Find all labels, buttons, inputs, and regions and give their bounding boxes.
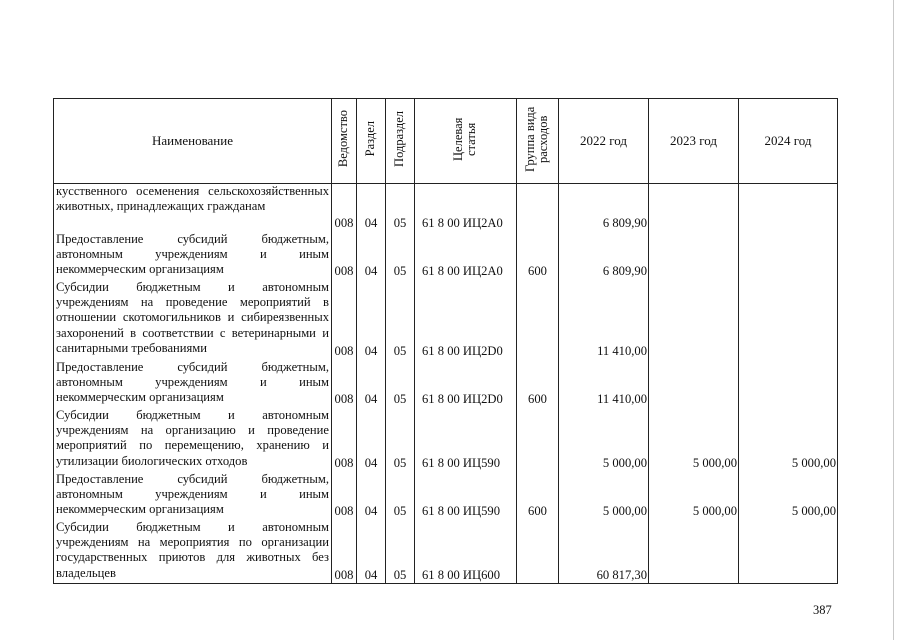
header-name: Наименование	[54, 99, 332, 184]
cell-2023	[649, 520, 739, 584]
header-group: Группа вида расходов	[517, 99, 559, 184]
cell-dept: 008	[332, 472, 357, 520]
header-2022: 2022 год	[559, 99, 649, 184]
cell-group	[517, 520, 559, 584]
table-header-row	[54, 99, 838, 184]
cell-target: 61 8 00 ИЦ2D0	[415, 280, 517, 360]
cell-2022: 6 809,90	[559, 232, 649, 280]
cell-subsection: 05	[386, 232, 415, 280]
cell-2023: 5 000,00	[649, 408, 739, 472]
table-row	[54, 184, 838, 232]
cell-dept: 008	[332, 184, 357, 232]
cell-section: 04	[357, 520, 386, 584]
cell-dept: 008	[332, 232, 357, 280]
cell-target: 61 8 00 ИЦ2А0	[415, 184, 517, 232]
cell-subsection: 05	[386, 360, 415, 408]
header-dept: Ведомство	[332, 99, 357, 184]
cell-target: 61 8 00 ИЦ2А0	[415, 232, 517, 280]
cell-2023	[649, 360, 739, 408]
cell-2022: 11 410,00	[559, 280, 649, 360]
cell-section: 04	[357, 184, 386, 232]
name: Субсидии бюджетным и автономным учреждениям на организацию и проведение мероприятий по перемещению, хранению и утилизации биологических отходов	[54, 408, 332, 472]
header-subsection: Подраздел	[386, 99, 415, 184]
cell-group: 600	[517, 360, 559, 408]
cell-2023	[649, 232, 739, 280]
cell-subsection: 05	[386, 472, 415, 520]
cell-subsection: 05	[386, 520, 415, 584]
table-row	[54, 520, 838, 584]
cell-section: 04	[357, 472, 386, 520]
cell-target: 61 8 00 ИЦ590	[415, 408, 517, 472]
table-row	[54, 232, 838, 280]
name: Предоставление субсидий бюджетным, автономным учреждениям и иным некоммерческим организациям	[54, 360, 332, 408]
cell-subsection: 05	[386, 408, 415, 472]
cell-dept: 008	[332, 520, 357, 584]
cell-section: 04	[357, 408, 386, 472]
scan-edge-line	[893, 0, 894, 640]
cell-2022: 60 817,30	[559, 520, 649, 584]
cell-2024: 5 000,00	[739, 472, 838, 520]
cell-2022: 5 000,00	[559, 408, 649, 472]
cell-2023: 5 000,00	[649, 472, 739, 520]
cell-section: 04	[357, 280, 386, 360]
cell-dept: 008	[332, 408, 357, 472]
cell-dept: 008	[332, 360, 357, 408]
cell-subsection: 05	[386, 280, 415, 360]
cell-target: 61 8 00 ИЦ2D0	[415, 360, 517, 408]
cell-2024: 5 000,00	[739, 408, 838, 472]
table-row	[54, 360, 838, 408]
cell-2024	[739, 280, 838, 360]
cell-subsection: 05	[386, 184, 415, 232]
table-row	[54, 472, 838, 520]
cell-target: 61 8 00 ИЦ600	[415, 520, 517, 584]
cell-2024	[739, 520, 838, 584]
cell-2024	[739, 232, 838, 280]
cell-2024	[739, 360, 838, 408]
cell-dept: 008	[332, 280, 357, 360]
cell-2023	[649, 184, 739, 232]
name: Предоставление субсидий бюджетным, автономным учреждениям и иным некоммерческим организациям	[54, 232, 332, 280]
name: Предоставление субсидий бюджетным, автономным учреждениям и иным некоммерческим организациям	[54, 472, 332, 520]
page-number: 387	[813, 603, 832, 617]
name: Субсидии бюджетным и автономным учреждениям на мероприятия по организации государственных приютов для животных без владельцев	[54, 520, 332, 584]
cell-2022: 11 410,00	[559, 360, 649, 408]
cell-section: 04	[357, 360, 386, 408]
cell-2024	[739, 184, 838, 232]
cell-2023	[649, 280, 739, 360]
cell-group	[517, 280, 559, 360]
cell-section: 04	[357, 232, 386, 280]
cell-target: 61 8 00 ИЦ590	[415, 472, 517, 520]
cell-group: 600	[517, 472, 559, 520]
cell-group	[517, 408, 559, 472]
cell-group: 600	[517, 232, 559, 280]
header-section: Раздел	[357, 99, 386, 184]
cell-group	[517, 184, 559, 232]
table-row	[54, 408, 838, 472]
name: Субсидии бюджетным и автономным учреждениям на проведение мероприятий в отношении скотомогильников и сибиреязвенных захоронений в соответствии с ветеринарными и санитарными требованиями	[54, 280, 332, 360]
header-2023: 2023 год	[649, 99, 739, 184]
header-target: Целевая статья	[415, 99, 517, 184]
table-row	[54, 280, 838, 360]
name: кусственного осеменения сельскохозяйственных животных, принадлежащих гражданам	[54, 184, 332, 232]
header-2024: 2024 год	[739, 99, 838, 184]
budget-table	[53, 98, 838, 584]
cell-2022: 5 000,00	[559, 472, 649, 520]
cell-2022: 6 809,90	[559, 184, 649, 232]
